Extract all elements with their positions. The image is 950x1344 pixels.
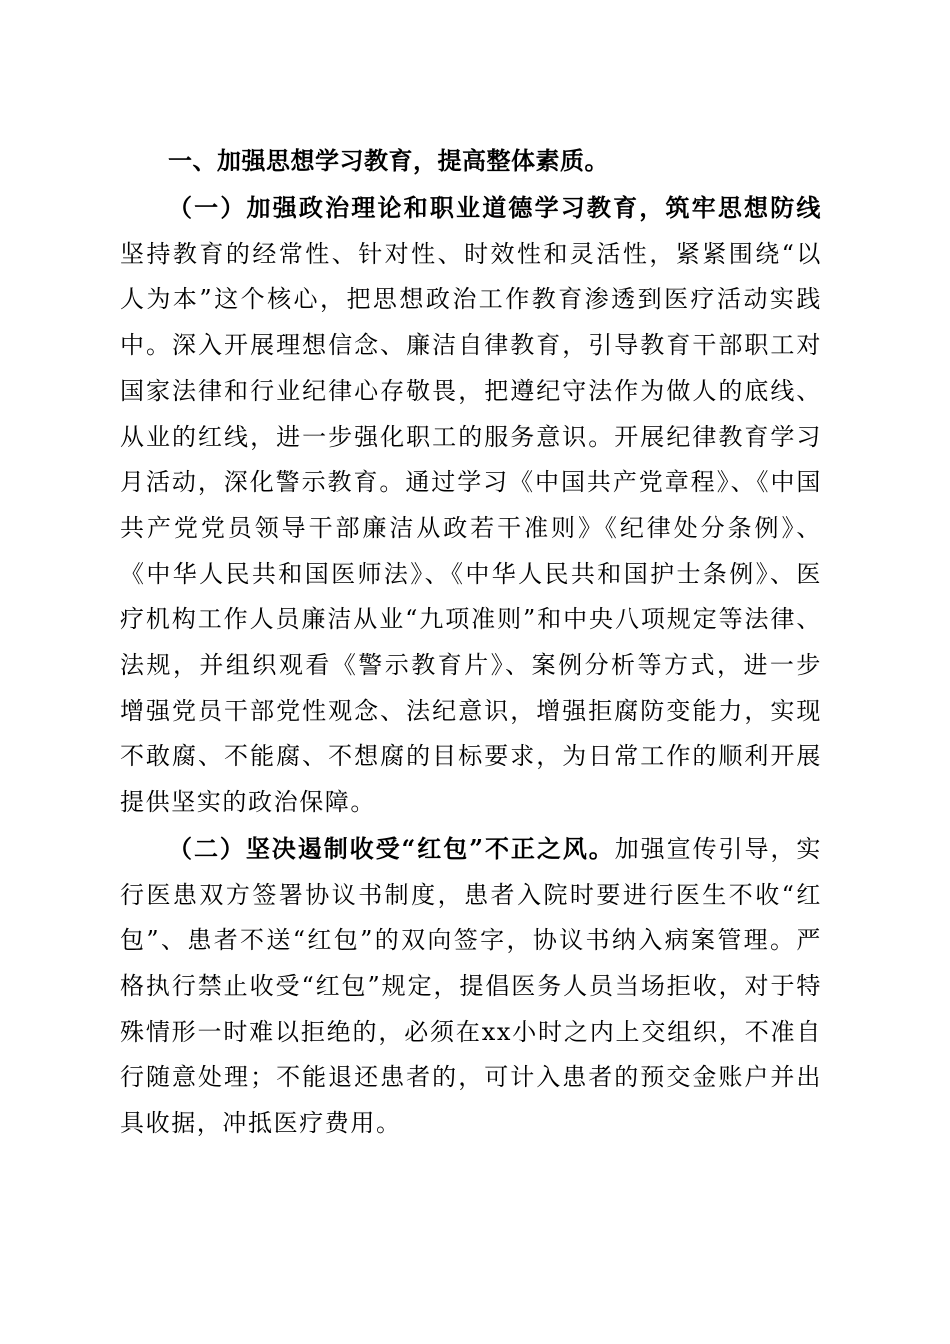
- paragraph-text-red-envelope: 加强宣传引导，实行医患双方签署协议书制度，患者入院时要进行医生不收“红包”、患者不送“红包”的双向签字，协议书纳入病案管理。严格执行禁止收受“红包”规定，提倡医务人员当场拒收，对于特殊情形一时难以拒绝的，必须在xx小时之内上交组织，不准自行随意处理；不能退还患者的，可计入患者的预交金账户并出具收据，冲抵医疗费用。: [120, 834, 822, 1138]
- paragraph-lead-red-envelope: （二）坚决遏制收受“红包”不正之风。: [168, 833, 615, 863]
- document-body: [120, 138, 822, 1147]
- paragraph-red-envelope: [120, 826, 822, 1147]
- paragraph-lead-political-education: （一）加强政治理论和职业道德学习教育，筑牢思想防线: [168, 193, 822, 222]
- paragraph-text-political-education: 坚持教育的经常性、针对性、时效性和灵活性，紧紧围绕“以人为本”这个核心，把思想政治工作教育渗透到医疗活动实践中。深入开展理想信念、廉洁自律教育，引导教育干部职工对国家法律和行业纪律心存敬畏，把遵纪守法作为做人的底线、从业的红线，进一步强化职工的服务意识。开展纪律教育学习月活动，深化警示教育。通过学习《中国共产党章程》、《中国共产党党员领导干部廉洁从政若干准则》《纪律处分条例》、《中华人民共和国医师法》、《中华人民共和国护士条例》、医疗机构工作人员廉洁从业“九项准则”和中央八项规定等法律、法规，并组织观看《警示教育片》、案例分析等方式，进一步增强党员干部党性观念、法纪意识，增强拒腐防变能力，实现不敢腐、不能腐、不想腐的目标要求，为日常工作的顺利开展提供坚实的政治保障。: [120, 239, 822, 817]
- paragraph-political-education: [120, 185, 822, 826]
- section-heading: 一、加强思想学习教育，提高整体素质。: [168, 146, 609, 175]
